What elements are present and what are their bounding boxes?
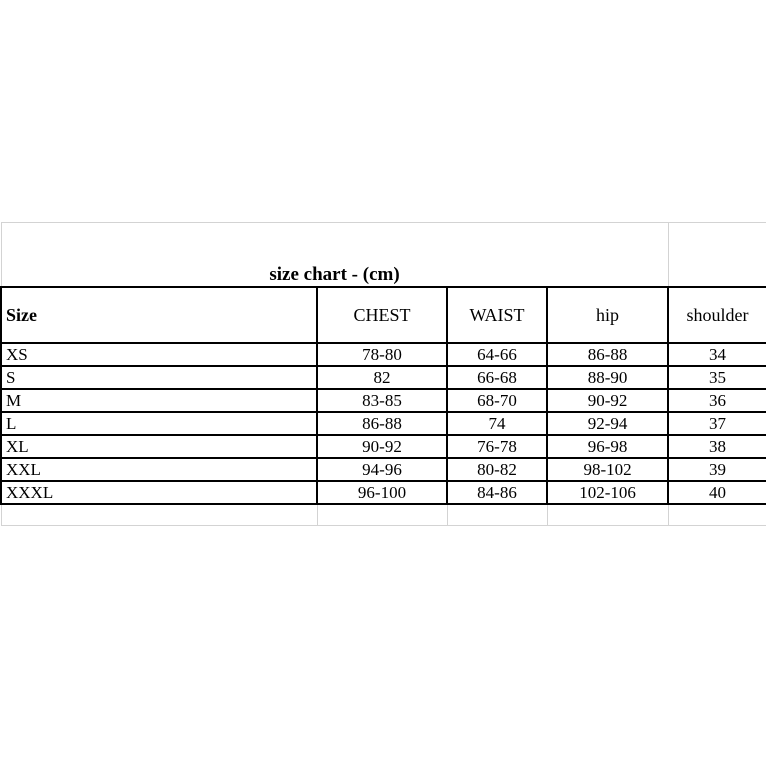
cell-waist: 84-86 <box>447 481 547 504</box>
cell-hip: 96-98 <box>547 435 668 458</box>
column-header-size: Size <box>1 287 317 343</box>
cell-hip: 102-106 <box>547 481 668 504</box>
cell-waist: 64-66 <box>447 343 547 366</box>
cell-shoulder: 40 <box>668 481 766 504</box>
cell-waist: 68-70 <box>447 389 547 412</box>
table-row-xs <box>1 343 766 366</box>
table-row-s <box>1 366 766 389</box>
cell-size: XXL <box>1 458 317 481</box>
cell-size: XS <box>1 343 317 366</box>
table-row-xxl <box>1 458 766 481</box>
header-row <box>1 287 766 343</box>
cell-waist: 74 <box>447 412 547 435</box>
title-row <box>1 223 766 288</box>
cell-hip: 88-90 <box>547 366 668 389</box>
cell-size: M <box>1 389 317 412</box>
empty-cell <box>317 504 447 526</box>
cell-shoulder: 35 <box>668 366 766 389</box>
cell-chest: 94-96 <box>317 458 447 481</box>
cell-shoulder: 38 <box>668 435 766 458</box>
cell-size: S <box>1 366 317 389</box>
cell-hip: 98-102 <box>547 458 668 481</box>
cell-waist: 66-68 <box>447 366 547 389</box>
column-header-shoulder: shoulder <box>668 287 766 343</box>
cell-shoulder: 34 <box>668 343 766 366</box>
empty-cell <box>547 504 668 526</box>
cell-waist: 80-82 <box>447 458 547 481</box>
cell-size: L <box>1 412 317 435</box>
cell-size: XXXL <box>1 481 317 504</box>
cell-hip: 92-94 <box>547 412 668 435</box>
cell-shoulder: 39 <box>668 458 766 481</box>
cell-chest: 82 <box>317 366 447 389</box>
cell-chest: 90-92 <box>317 435 447 458</box>
cell-hip: 86-88 <box>547 343 668 366</box>
size-chart-table <box>0 222 766 526</box>
table-row-m <box>1 389 766 412</box>
cell-shoulder: 37 <box>668 412 766 435</box>
cell-size: XL <box>1 435 317 458</box>
empty-cell <box>1 504 317 526</box>
cell-chest: 96-100 <box>317 481 447 504</box>
column-header-waist: WAIST <box>447 287 547 343</box>
table-row-l <box>1 412 766 435</box>
cell-hip: 90-92 <box>547 389 668 412</box>
cell-chest: 83-85 <box>317 389 447 412</box>
empty-cell <box>668 504 766 526</box>
cell-chest: 86-88 <box>317 412 447 435</box>
cell-waist: 76-78 <box>447 435 547 458</box>
empty-cell <box>447 504 547 526</box>
title-row-empty-cell <box>668 223 766 288</box>
cell-chest: 78-80 <box>317 343 447 366</box>
table-title: size chart - (cm) <box>1 223 668 288</box>
table-row-xl <box>1 435 766 458</box>
cell-shoulder: 36 <box>668 389 766 412</box>
column-header-chest: CHEST <box>317 287 447 343</box>
column-header-hip: hip <box>547 287 668 343</box>
empty-footer-row <box>1 504 766 526</box>
table-row-xxxl <box>1 481 766 504</box>
